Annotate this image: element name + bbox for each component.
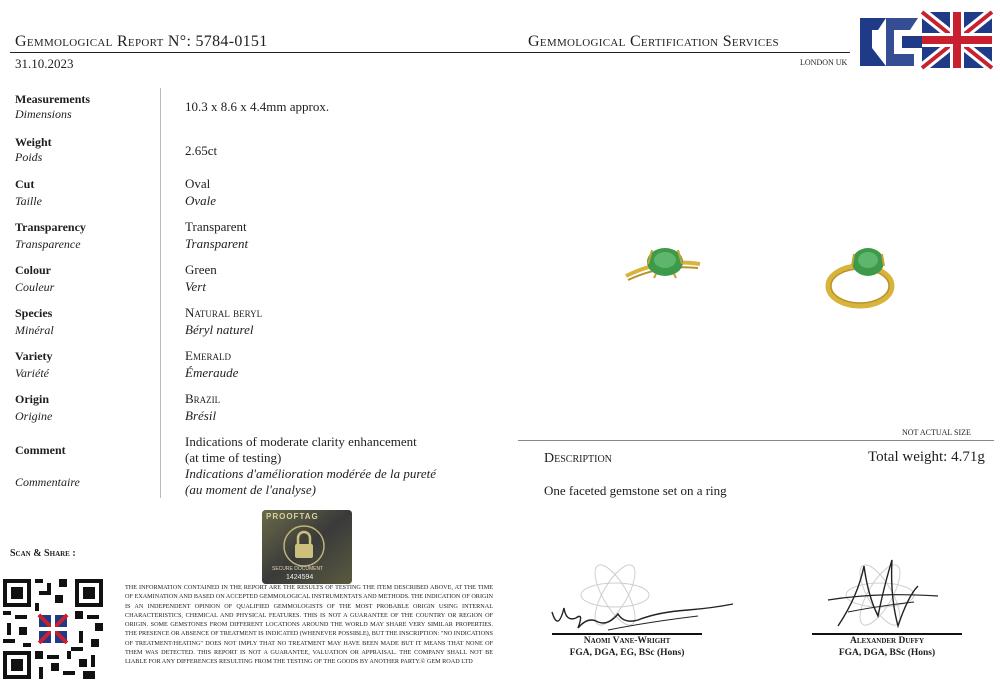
field-transparency-value: Transparent — [185, 219, 247, 234]
field-cut-label-fr: Taille — [15, 194, 42, 208]
comment-line-3: Indications d'amélioration modérée de la pureté — [185, 466, 437, 481]
field-variety-value-fr: Émeraude — [185, 365, 239, 380]
field-weight-label: Weight — [15, 135, 52, 149]
signature-duffy — [818, 556, 948, 641]
field-species-label: Species — [15, 306, 53, 320]
total-weight: Total weight: 4.71g — [868, 449, 985, 465]
header-rule — [10, 52, 850, 53]
field-comment-label-fr: Commentaire — [15, 475, 80, 489]
field-colour-label: Colour — [15, 263, 51, 277]
gcs-logo-icon — [856, 8, 994, 72]
description-text: One faceted gemstone set on a ring — [544, 483, 727, 498]
comment-line-2: (at time of testing) — [185, 450, 282, 465]
field-comment-label: Comment — [15, 443, 66, 457]
field-transparency-label-fr: Transparence — [15, 237, 81, 251]
hologram-brand: PROOFTAG — [266, 512, 319, 521]
field-colour-label-fr: Couleur — [15, 280, 55, 294]
field-measurements-value: 10.3 x 8.6 x 4.4mm approx. — [185, 99, 330, 114]
field-measurements-label-fr: Dimensions — [15, 107, 72, 121]
ring-photo-side — [622, 238, 704, 291]
hologram-serial: 1424594 — [286, 574, 314, 581]
field-origin-value-fr: Brésil — [185, 408, 217, 423]
field-variety-label: Variety — [15, 349, 53, 363]
table-divider — [160, 88, 161, 498]
hologram-caption: SECURE DOCUMENT — [272, 566, 324, 572]
qr-code-icon — [3, 579, 103, 679]
company-location: LONDON UK — [800, 58, 848, 67]
field-weight-label-fr: Poids — [15, 150, 43, 164]
field-weight-value: 2.65ct — [185, 143, 218, 158]
field-colour-value-fr: Vert — [185, 279, 206, 294]
field-cut-label: Cut — [15, 177, 35, 191]
qr-code[interactable] — [3, 579, 103, 684]
field-colour-value: Green — [185, 262, 217, 277]
signatory-name-right: Alexander Duffy — [849, 636, 925, 646]
ring-photo-angle — [822, 240, 900, 317]
description-rule — [518, 440, 994, 441]
signatory-name-left: Naomi Vane-Wright — [583, 636, 671, 646]
field-origin-value: Brazil — [185, 391, 221, 406]
field-variety-value: Emerald — [185, 348, 231, 363]
field-cut-value: Oval — [185, 176, 211, 191]
not-actual-size-note: NOT ACTUAL SIZE — [902, 428, 971, 437]
field-species-value-fr: Béryl naturel — [185, 322, 254, 337]
signature-line-right — [812, 633, 962, 635]
field-species-value: Natural beryl — [185, 305, 263, 320]
gcs-logo — [856, 8, 994, 77]
signature-line-left — [552, 633, 702, 635]
field-cut-value-fr: Ovale — [185, 193, 217, 208]
report-number: Gemmological Report N°: 5784-0151 — [15, 33, 268, 50]
hologram-seal — [262, 510, 352, 584]
company-name: Gemmological Certification Services — [528, 33, 779, 50]
field-origin-label: Origin — [15, 392, 50, 406]
field-variety-label-fr: Variété — [15, 366, 49, 380]
report-date: 31.10.2023 — [15, 56, 74, 71]
field-transparency-label: Transparency — [15, 220, 86, 234]
description-title: Description — [544, 451, 612, 466]
field-species-label-fr: Minéral — [15, 323, 54, 337]
lock-icon — [262, 510, 352, 584]
scan-share-label: Scan & Share : — [10, 548, 76, 559]
field-transparency-value-fr: Transparent — [185, 236, 249, 251]
signatory-credentials-left: FGA, DGA, EG, BSc (Hons) — [569, 648, 685, 658]
signatory-credentials-right: FGA, DGA, BSc (Hons) — [838, 648, 936, 658]
comment-line-1: Indications of moderate clarity enhancement — [185, 434, 417, 449]
field-origin-label-fr: Origine — [15, 409, 53, 423]
comment-line-4: (au moment de l'analyse) — [185, 482, 316, 497]
legal-disclaimer: THE INFORMATION CONTAINED IN THE REPORT ARE THE RESULTS OF TESTING THE ITEM DESCRIBED ABOVE, AT THE TIME OF EXAMINATION AND BASED ON ACCEPTED GEMMOLOGICAL INSTRUMENTATS AND METHODS. THE INDICATION OF ORIGIN IS AN INDEPENDENT OPINION OF QUALIFIED GEMMOLOGISTS OF THE MOST PROBABLE ORIGIN USING INTERNAL CHARACTERISTICS, CHEMICAL AND PHYSICAL FEATURES. THIS IS NOT A GUARANTEE OF THE COUNTRY OR REGION OF ORIGIN. SOME GEMSTONES FROM DIFFERENT LOCATIONS AROUND THE WORLD MAY SHARE VERY SIMILAR PROPERTIES. THE PRESENCE OR ABSENCE OF TREATMENT IS INDICATED (WHENEVER POSSIBLE), BUT THE INSCRIPTION: "NO INDICATIONS OF TREATMENT/HEATING" DOES NOT IMPLY THAT NO TREATMENT MAY HAVE BEEN MADE BUT IT MEANS THAT NONE OF THEM WAS DETECTED. THIS REPORT IS NOT A GUARANTEE, VALUATION OR APPRAISAL. THE COMPANY SHALL NOT BE LIABLE FOR ANY DIFFERENCES RESULTING FROM THE TESTING OF THE GOODS BY ANOTHER PARTY.© GEM ROAD LTD — [125, 584, 493, 666]
field-measurements-label: Measurements — [15, 92, 91, 106]
